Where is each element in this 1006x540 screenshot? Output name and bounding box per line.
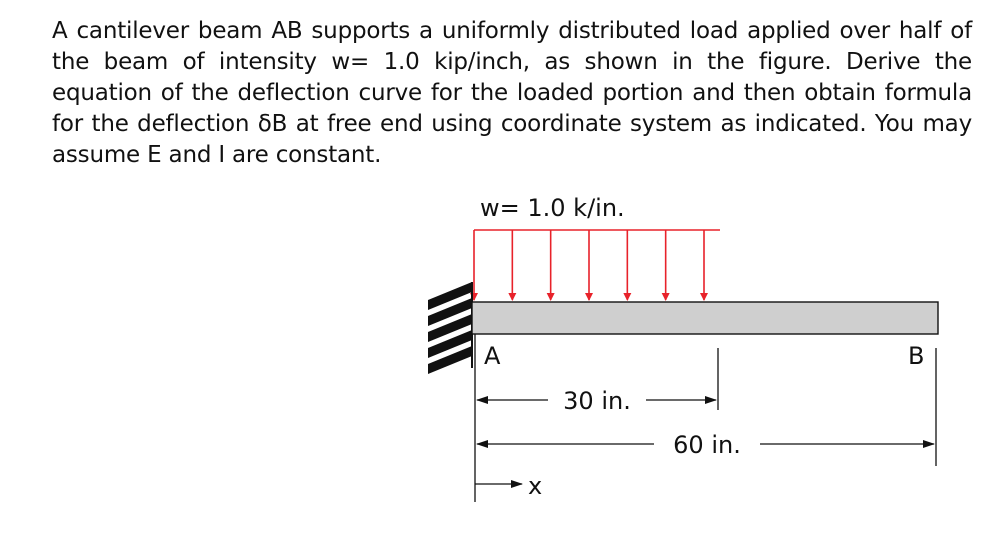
distributed-load [474,230,720,300]
dim-total-label: 60 in. [673,431,741,459]
beam [472,302,938,334]
load-label: w= 1.0 k/in. [480,194,625,222]
point-b-label: B [908,342,925,370]
x-axis-label: x [528,472,543,500]
dim-loaded-label: 30 in. [563,387,631,415]
problem-statement: A cantilever beam AB supports a uniformly distributed load applied over half of the beam of intensity w= 1.0 kip/inch, as shown in the figure. Derive the equation of the deflection curve for the loaded portion and then obtain formula for the deflection δB at free end using coordinate system as indicated. You may assume E and I are constant. [52,18,972,168]
point-a-label: A [484,342,501,370]
fixed-support-hatching [428,282,472,374]
